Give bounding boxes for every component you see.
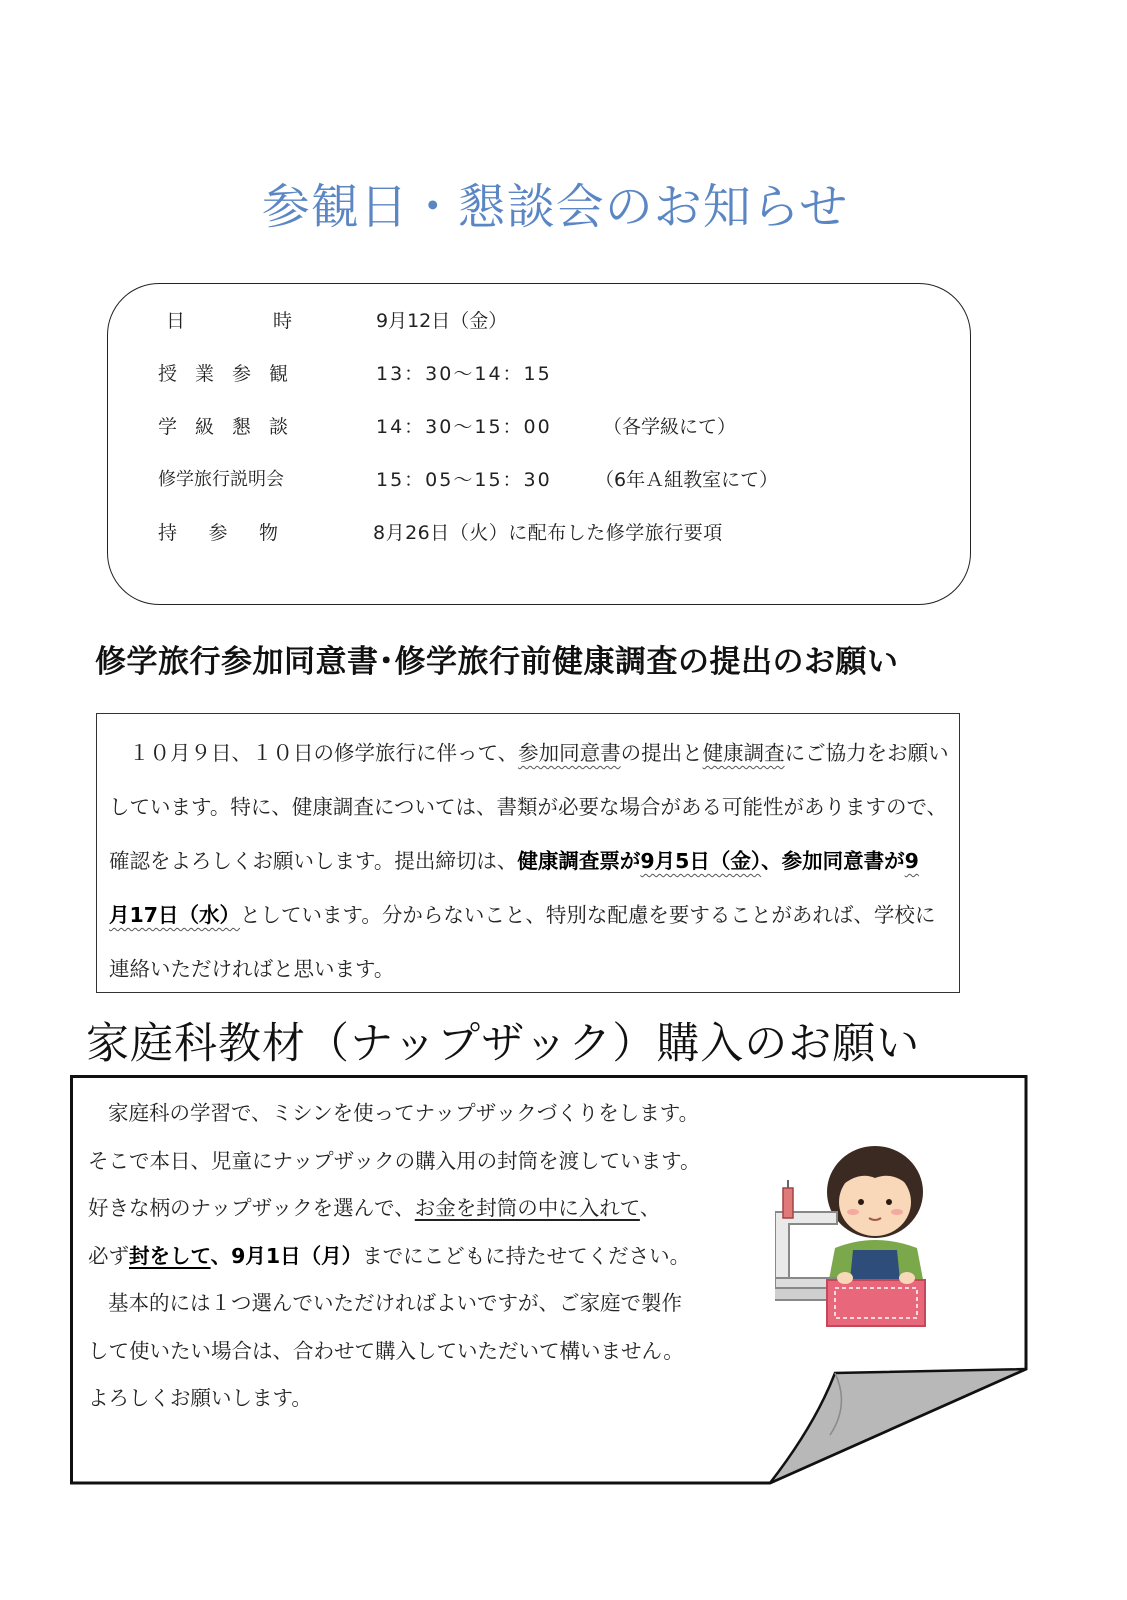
trip-notice-box [96,713,960,993]
schedule-label: 授 業 参 観 [158,363,288,385]
trip-line: １０月９日、１０日の修学旅行に伴って、参加同意書の提出と健康調査にご協力をお願い [129,741,949,765]
trip-line: 月17日（水）としています。分からないこと、特別な配慮を要することがあれば、学校に [109,903,936,927]
sewing-machine-girl-illustration [775,1140,955,1340]
knapsack-body [88,1090,701,1423]
schedule-value: 8月26日（火）に配布した修学旅行要項 [373,522,723,544]
knapsack-line: よろしくお願いします。 [88,1386,312,1410]
schedule-value: 15：05〜15：30 [376,469,552,491]
knapsack-line: 好きな柄のナップザックを選んで、お金を封筒の中に入れて、 [88,1196,661,1220]
knapsack-heading: 家庭科教材（ナップザック）購入のお願い [86,1019,921,1069]
trip-line: しています。特に、健康調査については、書類が必要な場合がある可能性がありますので、 [109,795,948,819]
schedule-row-datetime [108,306,970,336]
schedule-row-class-meeting [108,412,970,442]
schedule-label: 持 参 物 [158,522,278,544]
schedule-row-trip-briefing [108,465,970,495]
knapsack-line: 必ず封をして、9月1日（月）までにこどもに持たせてください。 [88,1243,691,1268]
schedule-row-belongings [108,518,970,548]
schedule-box [107,283,971,605]
schedule-row-class-visit [108,359,970,389]
schedule-label: 日 時 [166,310,292,332]
page-title: 参観日・懇談会のお知らせ [261,179,849,235]
trip-heading: 修学旅行参加同意書･修学旅行前健康調査の提出のお願い [95,644,899,680]
knapsack-line: して使いたい場合は、合わせて購入していただいて構いません。 [88,1338,684,1363]
schedule-value: 13：30〜14：15 [376,363,552,385]
trip-line: 確認をよろしくお願いします。提出締切は、健康調査票が9月5日（金）、参加同意書が9 [109,849,919,873]
schedule-note: （各学級にて） [603,416,737,438]
knapsack-line: そこで本日、児童にナップザックの購入用の封筒を渡しています。 [88,1148,701,1173]
schedule-value: 14：30〜15：00 [376,416,552,438]
schedule-label: 学 級 懇 談 [158,416,288,438]
schedule-label: 修学旅行説明会 [158,469,284,490]
knapsack-line: 基本的には１つ選んでいただければよいですが、ご家庭で製作 [108,1291,682,1315]
schedule-note: （6年Ａ組教室にて） [595,469,779,491]
knapsack-line: 家庭科の学習で、ミシンを使ってナップザックづくりをします。 [108,1101,700,1125]
schedule-value: 9月12日（金） [376,310,508,332]
trip-line: 連絡いただければと思います。 [109,957,395,981]
